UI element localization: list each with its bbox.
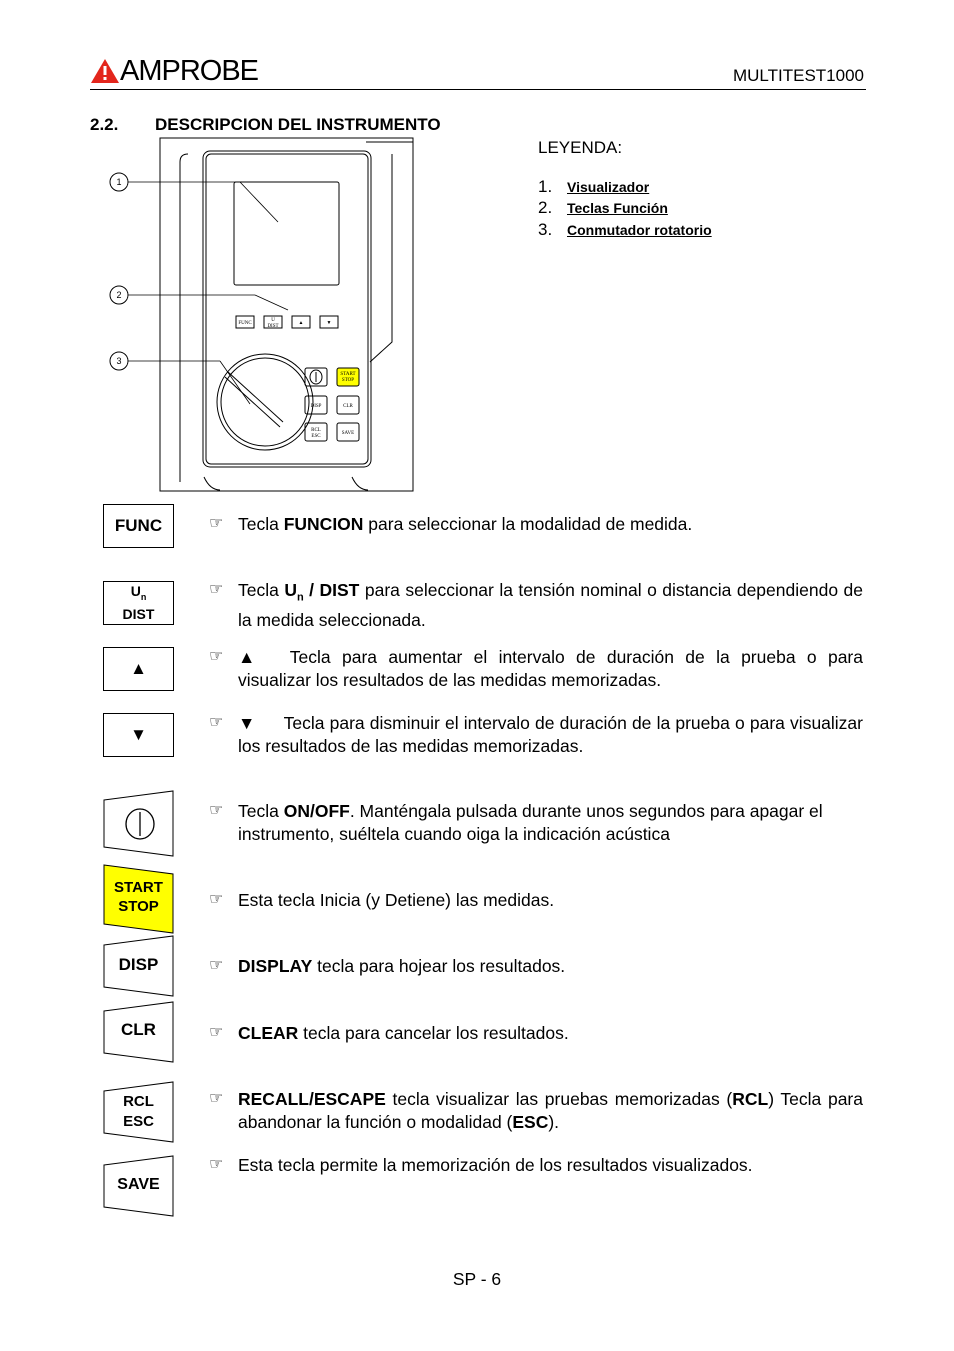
un-dist-description: [209, 579, 863, 632]
mini-un-label: U: [271, 318, 275, 323]
desc-text: para seleccionar la tensión nominal o distancia dependiendo de la medida seleccionada.: [238, 580, 863, 630]
model-name: MULTITEST1000: [732, 66, 864, 85]
desc-bold: CLEAR: [238, 1023, 299, 1043]
desc-text: ) Tecla para abandonar la función o modalidad (: [238, 1089, 863, 1132]
rcl-label: RCL: [123, 1093, 154, 1110]
desc-bold: U: [284, 580, 297, 600]
legend-item: [538, 198, 668, 218]
desc-text: Tecla para aumentar el intervalo de duración de la prueba o para visualizar los resultados de las medidas memorizadas.: [238, 647, 863, 690]
desc-text: Tecla: [238, 801, 284, 821]
header-rule: [90, 89, 866, 90]
desc-text: Esta tecla Inicia (y Detiene) las medidas.: [238, 890, 555, 910]
pointing-hand-icon: ☞: [209, 648, 224, 665]
mini-stop-label: STOP: [341, 378, 355, 383]
disp-description: [209, 955, 863, 978]
clr-description: [209, 1022, 863, 1045]
start-stop-key: [103, 864, 174, 934]
desc-bold: RECALL/ESCAPE: [238, 1089, 386, 1109]
disp-label: DISP: [118, 955, 159, 974]
pointing-hand-icon: ☞: [209, 957, 224, 974]
brand-logo: [90, 55, 258, 87]
un-dist-key: [103, 581, 174, 625]
brand-name: AMPROBE: [120, 54, 259, 87]
rcl-esc-key: [103, 1081, 174, 1143]
mini-save-label: SAVE: [341, 431, 355, 436]
start-label: START: [114, 879, 163, 896]
pointing-hand-icon: ☞: [209, 1156, 224, 1173]
legend-label: Conmutador rotatorio: [567, 222, 712, 238]
func-key: [103, 504, 174, 548]
desc-text: Tecla para disminuir el intervalo de duración de la prueba o para visualizar los resultados de las medidas memorizadas.: [238, 713, 863, 756]
func-description: [209, 513, 863, 536]
desc-text: ).: [548, 1111, 560, 1132]
desc-bold: DISPLAY: [238, 956, 313, 976]
desc-text: tecla visualizar las pruebas memorizadas (: [385, 1089, 733, 1109]
rcl-esc-description: [209, 1088, 863, 1133]
desc-text: Tecla: [238, 514, 284, 534]
desc-bold: RCL: [732, 1089, 769, 1109]
desc-text: Esta tecla permite la memorización de los resultados visualizados.: [238, 1155, 753, 1175]
desc-bold: / DIST: [303, 580, 360, 600]
callout-2-label: 2: [116, 290, 122, 300]
legend-item: [538, 220, 712, 240]
callout-1-label: 1: [116, 177, 122, 187]
pointing-hand-icon: ☞: [209, 714, 224, 731]
stop-label: STOP: [118, 898, 159, 915]
mini-func-label: FUNC: [238, 321, 252, 326]
pointing-hand-icon: ☞: [209, 891, 224, 908]
un-label: U: [130, 583, 141, 600]
legend-label: Visualizador: [567, 179, 650, 195]
desc-text: para seleccionar la modalidad de medida.: [363, 514, 693, 534]
desc-text: . Manténgala pulsada durante unos segundos para apagar el instrumento, suéltela cuando oiga la indicación acústica: [238, 801, 823, 844]
page-number: SP - 6: [452, 1269, 502, 1289]
instrument-diagram: [100, 132, 420, 494]
down-arrow-icon: ▼: [103, 713, 174, 757]
func-key-label: FUNC: [103, 504, 174, 548]
mini-down-label: ▼: [326, 321, 332, 326]
desc-text: tecla para cancelar los resultados.: [298, 1023, 569, 1043]
disp-key: [103, 935, 174, 997]
un-subscript: n: [140, 591, 147, 602]
callout-3-label: 3: [116, 356, 122, 366]
section-number: 2.2.: [90, 115, 119, 134]
desc-bold-sub: n: [296, 591, 304, 604]
legend-number: 1.: [538, 177, 553, 196]
up-key: [103, 647, 174, 691]
pointing-hand-icon: ☞: [209, 1024, 224, 1041]
desc-text: tecla para hojear los resultados.: [312, 956, 566, 976]
pointing-hand-icon: ☞: [209, 515, 224, 532]
mini-dist-label: DIST: [267, 324, 279, 329]
legend-label: Teclas Función: [567, 200, 668, 216]
mini-disp-label: DISP: [310, 404, 322, 409]
section-title: DESCRIPCION DEL INSTRUMENTO: [155, 115, 441, 134]
un-dist-key-label: [103, 581, 174, 625]
desc-bold: ON/OFF: [283, 801, 350, 821]
power-key-icon: [103, 790, 175, 860]
desc-text: Tecla: [238, 580, 285, 600]
legend-title: LEYENDA:: [538, 138, 623, 157]
up-arrow-icon: ▲: [103, 647, 174, 691]
down-arrow-icon: ▼: [238, 713, 256, 733]
esc-label: ESC: [123, 1113, 154, 1130]
clr-label: CLR: [121, 1020, 156, 1039]
up-description: [209, 646, 863, 691]
mini-clr-label: CLR: [343, 404, 353, 409]
warning-triangle-icon: [90, 58, 120, 84]
mini-up-label: ▲: [298, 321, 304, 326]
save-label: SAVE: [117, 1176, 160, 1193]
save-key: [103, 1155, 174, 1217]
mini-rcl-label: RCL: [311, 428, 321, 433]
pointing-hand-icon: ☞: [209, 581, 224, 598]
onoff-description: [209, 800, 863, 845]
legend-item: [538, 177, 649, 197]
start-stop-description: [209, 889, 863, 912]
legend-number: 2.: [538, 198, 553, 217]
up-arrow-icon: ▲: [238, 647, 262, 667]
desc-bold: ESC: [512, 1111, 549, 1132]
down-key: [103, 713, 174, 757]
clr-key: [103, 1001, 174, 1063]
pointing-hand-icon: ☞: [209, 802, 224, 819]
down-description: [209, 712, 863, 757]
legend-number: 3.: [538, 220, 553, 239]
mini-start-label: START: [340, 372, 356, 377]
save-description: [209, 1154, 863, 1177]
mini-esc-label: ESC: [311, 434, 321, 439]
dist-label: DIST: [122, 605, 155, 622]
pointing-hand-icon: ☞: [209, 1090, 224, 1107]
desc-bold: FUNCION: [283, 514, 364, 534]
onoff-key: [103, 790, 174, 860]
